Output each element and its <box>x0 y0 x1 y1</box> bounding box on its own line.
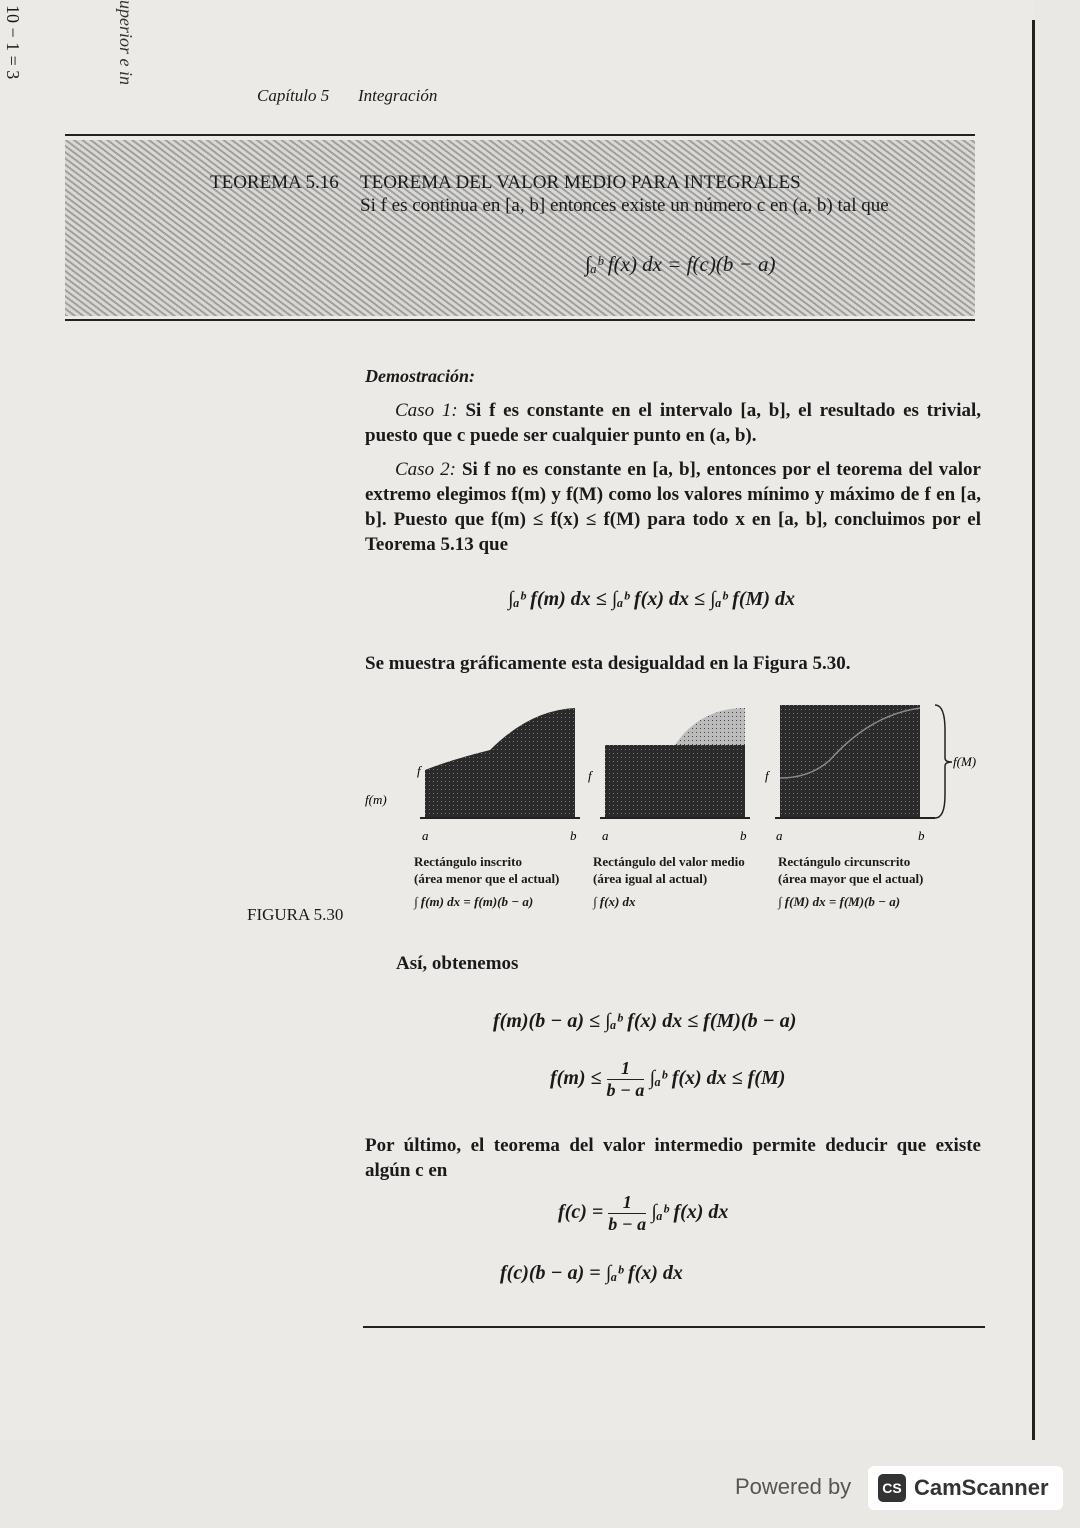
fraction <box>608 1192 646 1235</box>
area-under-curve <box>425 708 575 818</box>
eq2-left: f(m) ≤ <box>550 1067 602 1090</box>
fraction <box>607 1058 645 1101</box>
chapter-label: Capítulo 5 <box>257 86 330 105</box>
curve-label: f <box>417 763 421 778</box>
eq2-right: ∫ₐᵇ f(x) dx ≤ f(M) <box>649 1067 786 1090</box>
mean-rectangle <box>605 745 745 818</box>
proof-heading: Demostración: <box>365 366 475 386</box>
equation-4: f(c)(b − a) = ∫ₐᵇ f(x) dx <box>500 1262 683 1284</box>
caption-mean-value <box>593 853 745 910</box>
eq3-left: f(c) = <box>558 1201 604 1224</box>
theorem-rule <box>65 319 975 321</box>
caption-title: Rectángulo circunscrito <box>778 854 911 869</box>
equation-2 <box>550 1058 785 1101</box>
case-2-text: Si f no es constante en [a, b], entonces por el teorema del valor extremo elegimos f(m) y f(M) como los valores mínimo y máximo de f en [a, b]. Puesto que f(m) ≤ f(x) ≤ f(M) para todo x en [a, b], concluimos por el Teorema 5.13 que <box>365 459 981 555</box>
a-label: a <box>422 828 429 843</box>
b-label: b <box>740 828 747 843</box>
caption-formula: ∫ f(M) dx = f(M)(b − a) <box>778 894 901 909</box>
theorem-label: TEOREMA 5.16 <box>210 172 339 193</box>
caption-formula: ∫ f(m) dx = f(m)(b − a) <box>414 894 534 909</box>
finally-text: Por último, el teorema del valor intermedio permite deducir que existe algún c en <box>365 1135 981 1181</box>
camscanner-badge <box>868 1466 1063 1510</box>
camscanner-logo-icon: CS <box>878 1474 906 1502</box>
b-label: b <box>570 828 577 843</box>
powered-by-text: Powered by <box>735 1474 852 1499</box>
curve-label: f <box>765 768 769 783</box>
a-label: a <box>602 828 609 843</box>
panel-mean-value <box>588 708 750 843</box>
caption-title: Rectángulo del valor medio <box>593 854 745 869</box>
caption-subtitle: (área mayor que el actual) <box>778 871 924 886</box>
fraction-denominator: b − a <box>608 1214 647 1234</box>
fm-label: f(m) <box>365 792 387 807</box>
thus-text: Así, obtenemos <box>396 953 519 974</box>
a-label: a <box>776 828 783 843</box>
circumscribed-rectangle <box>780 705 920 818</box>
figure-label: FIGURA 5.30 <box>247 905 344 924</box>
theorem-equation: ∫ₐᵇ f(x) dx = f(c)(b − a) <box>585 252 776 276</box>
b-label: b <box>918 828 925 843</box>
caption-inscribed <box>414 853 559 910</box>
page-edge <box>1032 20 1035 1440</box>
caption-subtitle: (área menor que el actual) <box>414 871 560 886</box>
case-1-label: Caso 1: <box>395 400 458 421</box>
section-label: Integración <box>358 86 438 105</box>
equation-1: f(m)(b − a) ≤ ∫ₐᵇ f(x) dx ≤ f(M)(b − a) <box>493 1010 797 1032</box>
caption-subtitle: (área igual al actual) <box>593 871 708 886</box>
fraction-numerator: 1 <box>608 1192 646 1214</box>
inequality-equation: ∫ₐᵇ f(m) dx ≤ ∫ₐᵇ f(x) dx ≤ ∫ₐᵇ f(M) dx <box>508 588 796 610</box>
caption-title: Rectángulo inscrito <box>414 854 522 869</box>
figure-reference: Se muestra gráficamente esta desigualdad en la Figura 5.30. <box>365 653 851 674</box>
fraction-numerator: 1 <box>607 1058 645 1080</box>
case-1-text: Si f es constante en el intervalo [a, b], el resultado es trivial, puesto que c puede ser cualquier punto en (a, b). <box>365 400 982 446</box>
caption-formula: ∫ f(x) dx <box>593 894 636 909</box>
theorem-box <box>65 140 975 316</box>
caption-circumscribed <box>778 853 923 910</box>
curve-label: f <box>588 768 592 783</box>
case-2-label: Caso 2: <box>395 459 456 480</box>
theorem-title: TEOREMA DEL VALOR MEDIO PARA INTEGRALES <box>360 172 801 193</box>
margin-note-2: uperior e in <box>116 0 136 85</box>
eq3-right: ∫ₐᵇ f(x) dx <box>651 1201 729 1224</box>
case-2 <box>365 457 981 557</box>
panel-inscribed <box>365 708 580 843</box>
camscanner-brand: CamScanner <box>914 1475 1049 1500</box>
fraction-denominator: b − a <box>606 1080 645 1100</box>
equation-3 <box>558 1192 728 1235</box>
fM-label: f(M) <box>953 754 977 769</box>
end-rule <box>363 1326 985 1328</box>
case-1 <box>365 398 981 448</box>
theorem-statement: Si f es continua en [a, b] entonces existe un número c en (a, b) tal que <box>360 195 889 216</box>
panel-circumscribed <box>765 705 976 843</box>
margin-note: 10 − 1 = 3 <box>3 5 23 80</box>
figure-5-30 <box>360 700 990 850</box>
header-rule <box>65 134 975 136</box>
excess-area <box>675 708 745 745</box>
